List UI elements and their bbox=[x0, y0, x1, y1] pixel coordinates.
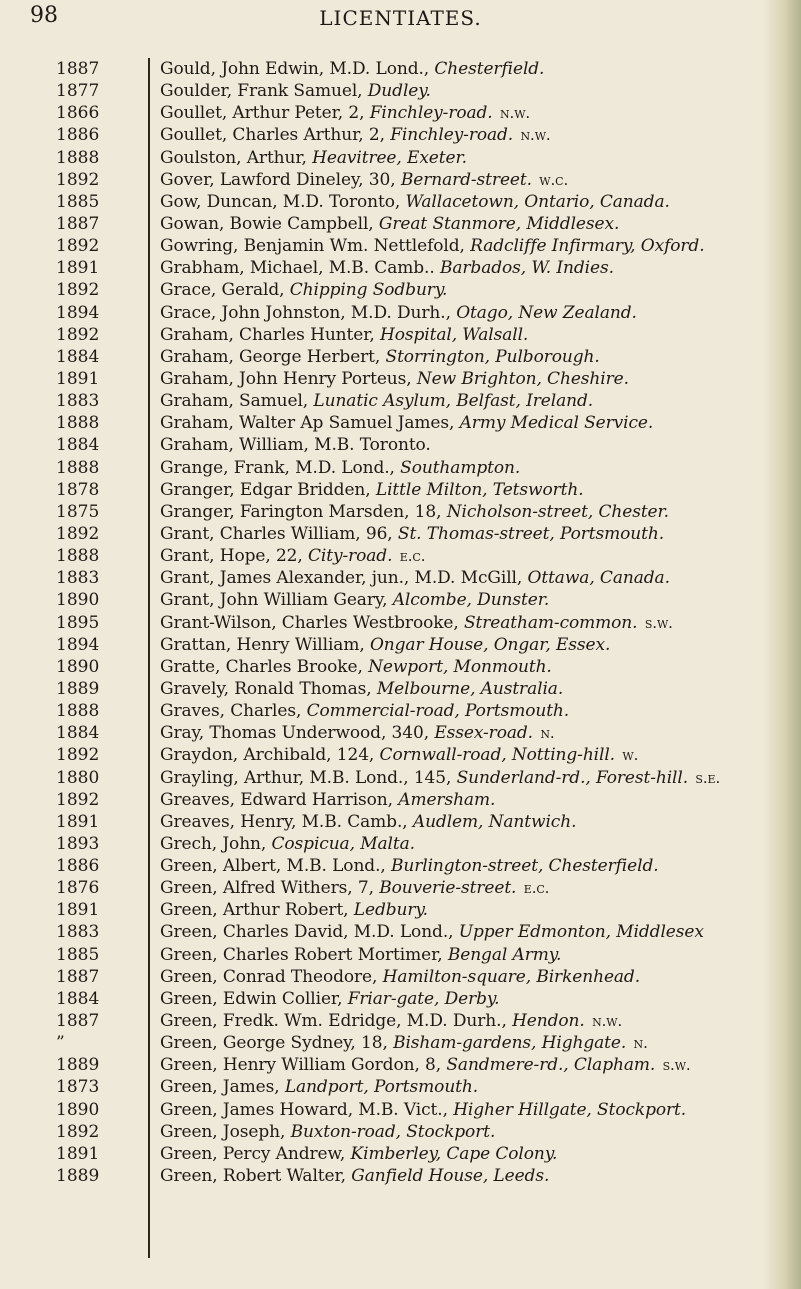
entry-text bbox=[160, 457, 520, 479]
entry-year: 1888 bbox=[56, 701, 100, 722]
page-header bbox=[0, 0, 801, 34]
entry-text bbox=[160, 1121, 495, 1143]
list-item bbox=[0, 191, 801, 213]
list-item bbox=[0, 1010, 801, 1032]
entry-district: e.c. bbox=[516, 879, 550, 898]
list-item bbox=[0, 412, 801, 434]
entry-place: Commercial-road, Portsmouth. bbox=[306, 701, 570, 722]
entry-text bbox=[160, 767, 720, 789]
entry-text bbox=[160, 545, 425, 567]
entry-year: 1894 bbox=[56, 302, 100, 323]
list-item bbox=[0, 612, 801, 634]
entry-place: Finchley-road. bbox=[390, 125, 514, 146]
entry-text bbox=[160, 567, 670, 589]
entry-text bbox=[160, 434, 431, 456]
entry-text bbox=[160, 921, 704, 943]
entry-place: St. Thomas-street, Portsmouth. bbox=[397, 523, 665, 544]
entry-text bbox=[160, 58, 544, 80]
entry-place: Chesterfield. bbox=[434, 59, 545, 79]
entry-name: Green, James Howard, M.B. Vict., bbox=[160, 1099, 454, 1120]
entry-name: Graham, William, M.B. Toronto. bbox=[160, 435, 431, 456]
entry-text bbox=[160, 102, 530, 124]
entry-name: Green, Henry William Gordon, 8, bbox=[160, 1055, 447, 1076]
list-item bbox=[0, 1121, 801, 1143]
entry-name: Grange, Frank, M.D. Lond., bbox=[160, 457, 401, 478]
entry-year: 1888 bbox=[56, 147, 100, 168]
entry-year: 1884 bbox=[56, 346, 100, 367]
entry-place: Army Medical Service. bbox=[459, 413, 654, 434]
entry-text bbox=[160, 678, 563, 700]
entry-year: 1892 bbox=[56, 280, 100, 301]
entry-place: New Brighton, Cheshire. bbox=[416, 368, 629, 389]
entry-year: 1894 bbox=[56, 634, 100, 655]
entry-name: Greaves, Henry, M.B. Camb., bbox=[160, 811, 413, 832]
entry-place: Ganfield House, Leeds. bbox=[351, 1166, 550, 1187]
entry-place: Kimberley, Cape Colony. bbox=[350, 1143, 558, 1164]
entry-text bbox=[160, 899, 428, 921]
entry-text bbox=[160, 634, 610, 656]
entry-text bbox=[160, 169, 568, 191]
entry-year: 1893 bbox=[56, 833, 100, 854]
entry-place: Hospital, Walsall. bbox=[379, 324, 529, 345]
entry-name: Graham, Charles Hunter, bbox=[160, 324, 380, 345]
list-item bbox=[0, 855, 801, 877]
list-item bbox=[0, 1143, 801, 1165]
entry-place: Streatham-common. bbox=[464, 612, 638, 633]
entry-text bbox=[160, 324, 528, 346]
entry-district: e.c. bbox=[392, 547, 426, 566]
entry-place: Amersham. bbox=[398, 789, 496, 810]
entry-year: 1888 bbox=[56, 413, 100, 434]
entry-place: Lunatic Asylum, Belfast, Ireland. bbox=[313, 391, 594, 412]
entry-name: Gray, Thomas Underwood, 340, bbox=[160, 723, 435, 744]
entry-year: 1892 bbox=[56, 169, 100, 190]
entry-district: s.w. bbox=[637, 613, 673, 632]
entry-text bbox=[160, 589, 549, 611]
list-item bbox=[0, 1165, 801, 1187]
entry-year: 1888 bbox=[56, 457, 100, 478]
entry-name: Gover, Lawford Dineley, 30, bbox=[160, 169, 401, 190]
entry-name: Green, Joseph, bbox=[160, 1121, 291, 1142]
entry-district: n.w. bbox=[584, 1012, 623, 1031]
entry-year: 1889 bbox=[56, 1166, 100, 1187]
entry-place: Friar-gate, Derby. bbox=[347, 988, 500, 1009]
entry-place: Radcliffe Infirmary, Oxford. bbox=[470, 236, 705, 257]
entry-name: Grattan, Henry William, bbox=[160, 634, 370, 655]
entry-place: Sunderland-rd., Forest-hill. bbox=[456, 767, 689, 788]
entry-text bbox=[160, 368, 629, 390]
entry-name: Gravely, Ronald Thomas, bbox=[160, 678, 377, 699]
list-item bbox=[0, 457, 801, 479]
list-item bbox=[0, 1054, 801, 1076]
entry-place: Cospicua, Malta. bbox=[271, 833, 415, 854]
entry-year: 1891 bbox=[56, 258, 100, 279]
entry-text bbox=[160, 412, 653, 434]
entry-text bbox=[160, 147, 467, 169]
entry-text bbox=[160, 523, 664, 545]
entry-place: Burlington-street, Chesterfield. bbox=[390, 856, 659, 877]
entry-text bbox=[160, 479, 584, 501]
entry-year: 1895 bbox=[56, 612, 100, 633]
entry-place: Melbourne, Australia. bbox=[376, 678, 564, 699]
entry-name: Grant-Wilson, Charles Westbrooke, bbox=[160, 612, 464, 633]
entry-year: 1891 bbox=[56, 368, 100, 389]
entry-name: Green, Albert, M.B. Lond., bbox=[160, 856, 391, 877]
entry-text bbox=[160, 80, 431, 102]
entry-text bbox=[160, 124, 551, 146]
entry-place: Wallacetown, Ontario, Canada. bbox=[405, 191, 670, 212]
entry-place: Ongar House, Ongar, Essex. bbox=[369, 634, 611, 655]
entry-text bbox=[160, 656, 552, 678]
entry-place: Hendon. bbox=[512, 1011, 585, 1032]
list-item bbox=[0, 767, 801, 789]
entry-district: n.w. bbox=[513, 126, 551, 145]
list-item bbox=[0, 523, 801, 545]
entry-place: Bernard-street. bbox=[400, 169, 532, 190]
entry-text bbox=[160, 302, 637, 324]
list-item bbox=[0, 368, 801, 390]
entry-text bbox=[160, 944, 561, 966]
entry-text bbox=[160, 346, 600, 368]
entry-year: 1891 bbox=[56, 900, 100, 921]
running-head: LICENTIATES. bbox=[319, 6, 482, 30]
entry-text bbox=[160, 191, 670, 213]
entry-text bbox=[160, 390, 593, 412]
entry-name: Green, James, bbox=[160, 1077, 285, 1098]
list-item bbox=[0, 1099, 801, 1121]
entry-year: 1886 bbox=[56, 125, 100, 146]
list-item bbox=[0, 722, 801, 744]
entry-place: Barbados, W. Indies. bbox=[439, 258, 614, 279]
entry-name: Green, Fredk. Wm. Edridge, M.D. Durh., bbox=[160, 1011, 513, 1032]
entry-district: s.w. bbox=[655, 1056, 691, 1075]
entry-year: 1888 bbox=[56, 546, 100, 567]
entry-name: Gould, John Edwin, M.D. Lond., bbox=[160, 59, 435, 79]
list-item bbox=[0, 213, 801, 235]
entry-name: Gratte, Charles Brooke, bbox=[160, 656, 369, 677]
list-item bbox=[0, 567, 801, 589]
entry-name: Green, Robert Walter, bbox=[160, 1166, 352, 1187]
entry-place: City-road. bbox=[307, 546, 393, 567]
entry-place: Storrington, Pulborough. bbox=[385, 346, 600, 367]
entry-place: Higher Hillgate, Stockport. bbox=[453, 1099, 687, 1120]
list-item bbox=[0, 589, 801, 611]
list-item bbox=[0, 944, 801, 966]
entry-year: 1887 bbox=[56, 213, 100, 234]
entry-district: w. bbox=[615, 746, 639, 765]
entry-text bbox=[160, 1099, 686, 1121]
entry-place: Great Stanmore, Middlesex. bbox=[378, 213, 620, 234]
list-item bbox=[0, 235, 801, 257]
entry-text bbox=[160, 877, 549, 899]
list-item bbox=[0, 102, 801, 124]
list-item bbox=[0, 789, 801, 811]
entry-name: Grabham, Michael, M.B. Camb.. bbox=[160, 258, 440, 279]
entry-place: Bengal Army. bbox=[447, 944, 562, 965]
entry-place: Alcombe, Dunster. bbox=[392, 590, 550, 611]
entry-text bbox=[160, 213, 619, 235]
entry-name: Gowan, Bowie Campbell, bbox=[160, 213, 379, 234]
list-item bbox=[0, 479, 801, 501]
entry-year: 1890 bbox=[56, 590, 100, 611]
entry-place: Landport, Portsmouth. bbox=[284, 1077, 479, 1098]
entry-place: Finchley-road. bbox=[369, 103, 493, 124]
list-item bbox=[0, 656, 801, 678]
list-item bbox=[0, 744, 801, 766]
entry-text bbox=[160, 988, 499, 1010]
list-item bbox=[0, 921, 801, 943]
list-item bbox=[0, 833, 801, 855]
list-item bbox=[0, 678, 801, 700]
entry-name: Greaves, Edward Harrison, bbox=[160, 789, 399, 810]
entry-place: Hamilton-square, Birkenhead. bbox=[382, 966, 641, 987]
entry-district: n.w. bbox=[492, 104, 531, 123]
entry-text bbox=[160, 257, 614, 279]
entry-text bbox=[160, 966, 640, 988]
entry-year: 1883 bbox=[56, 922, 100, 943]
entry-year: 1890 bbox=[56, 656, 100, 677]
list-item bbox=[0, 346, 801, 368]
entry-name: Graham, George Herbert, bbox=[160, 346, 386, 367]
entry-text bbox=[160, 1054, 691, 1076]
list-item bbox=[0, 169, 801, 191]
entry-text bbox=[160, 789, 495, 811]
entry-text bbox=[160, 612, 673, 634]
entry-name: Gowring, Benjamin Wm. Nettlefold, bbox=[160, 236, 471, 257]
list-item bbox=[0, 434, 801, 456]
entry-name: Graham, Walter Ap Samuel James, bbox=[160, 413, 460, 434]
list-item bbox=[0, 877, 801, 899]
entry-list bbox=[0, 58, 801, 1187]
entry-place: Dudley. bbox=[367, 81, 431, 102]
entry-name: Green, George Sydney, 18, bbox=[160, 1033, 394, 1054]
entry-name: Graydon, Archibald, 124, bbox=[160, 745, 380, 766]
entry-year: 1878 bbox=[56, 479, 100, 500]
entry-name: Gow, Duncan, M.D. Toronto, bbox=[160, 191, 406, 212]
entry-year: 1892 bbox=[56, 745, 100, 766]
entry-year: 1877 bbox=[56, 81, 100, 102]
list-item bbox=[0, 257, 801, 279]
entry-year: 1887 bbox=[56, 59, 100, 79]
entry-name: Granger, Farington Marsden, 18, bbox=[160, 501, 447, 522]
entry-place: Bisham-gardens, Highgate. bbox=[393, 1033, 627, 1054]
entry-place: Ledbury. bbox=[353, 900, 428, 921]
page-number: 98 bbox=[30, 3, 58, 28]
entry-name: Green, Alfred Withers, 7, bbox=[160, 878, 380, 899]
entry-place: Little Milton, Tetsworth. bbox=[375, 479, 584, 500]
entry-district: s.e. bbox=[688, 768, 721, 787]
entry-text bbox=[160, 1010, 622, 1032]
entry-place: Chipping Sodbury. bbox=[289, 280, 448, 301]
entry-name: Goulston, Arthur, bbox=[160, 147, 313, 168]
entry-text bbox=[160, 1165, 549, 1187]
entry-name: Goulder, Frank Samuel, bbox=[160, 81, 368, 102]
list-item bbox=[0, 634, 801, 656]
entry-name: Graham, John Henry Porteus, bbox=[160, 368, 417, 389]
list-item bbox=[0, 545, 801, 567]
entry-name: Grant, Hope, 22, bbox=[160, 546, 308, 567]
entry-place: Ottawa, Canada. bbox=[527, 568, 670, 589]
entry-year: 1866 bbox=[56, 103, 100, 124]
list-item bbox=[0, 124, 801, 146]
list-item bbox=[0, 966, 801, 988]
entry-text bbox=[160, 1032, 648, 1054]
entry-year: 1892 bbox=[56, 236, 100, 257]
entry-year: 1884 bbox=[56, 723, 100, 744]
entry-year: 1892 bbox=[56, 324, 100, 345]
entry-name: Graves, Charles, bbox=[160, 701, 307, 722]
entry-text bbox=[160, 700, 569, 722]
entry-year: 1889 bbox=[56, 1055, 100, 1076]
entry-text bbox=[160, 855, 659, 877]
entry-name: Green, Edwin Collier, bbox=[160, 988, 348, 1009]
list-item bbox=[0, 501, 801, 523]
entry-year: 1889 bbox=[56, 678, 100, 699]
entry-district: n. bbox=[626, 1034, 648, 1053]
entry-year: 1891 bbox=[56, 811, 100, 832]
list-item bbox=[0, 988, 801, 1010]
entry-text bbox=[160, 722, 555, 744]
entry-year: 1876 bbox=[56, 878, 100, 899]
entry-year: 1890 bbox=[56, 1099, 100, 1120]
entry-place: Otago, New Zealand. bbox=[456, 302, 637, 323]
entry-district: n. bbox=[532, 724, 555, 743]
entry-name: Grayling, Arthur, M.B. Lond., 145, bbox=[160, 767, 457, 788]
list-item bbox=[0, 279, 801, 301]
entry-name: Green, Charles David, M.D. Lond., bbox=[160, 922, 459, 943]
entry-text bbox=[160, 235, 705, 257]
entry-place: Southampton. bbox=[400, 457, 521, 478]
entry-year: 1886 bbox=[56, 856, 100, 877]
entry-name: Grant, John William Geary, bbox=[160, 590, 393, 611]
entry-text bbox=[160, 501, 669, 523]
entry-place: Newport, Monmouth. bbox=[368, 656, 552, 677]
entry-place: Nicholson-street, Chester. bbox=[446, 501, 669, 522]
entry-text bbox=[160, 833, 415, 855]
entry-text bbox=[160, 279, 447, 301]
entry-year: 1873 bbox=[56, 1077, 100, 1098]
entry-year: 1883 bbox=[56, 391, 100, 412]
entry-place: Cornwall-road, Notting-hill. bbox=[379, 745, 615, 766]
page-edge-discoloration bbox=[763, 0, 801, 1289]
list-item bbox=[0, 302, 801, 324]
entry-name: Green, Charles Robert Mortimer, bbox=[160, 944, 448, 965]
entry-place: Bouverie-street. bbox=[379, 878, 517, 899]
entry-year: 1885 bbox=[56, 944, 100, 965]
entry-year: 1892 bbox=[56, 523, 100, 544]
entry-year: 1887 bbox=[56, 1011, 100, 1032]
entry-name: Grace, John Johnston, M.D. Durh., bbox=[160, 302, 457, 323]
entry-name: Goullet, Arthur Peter, 2, bbox=[160, 103, 370, 124]
entry-text bbox=[160, 744, 638, 766]
list-item bbox=[0, 58, 801, 80]
list-item bbox=[0, 1032, 801, 1054]
entry-year: 1884 bbox=[56, 435, 100, 456]
entry-name: Grech, John, bbox=[160, 833, 272, 854]
list-item bbox=[0, 390, 801, 412]
entry-place: Audlem, Nantwich. bbox=[412, 811, 577, 832]
entry-name: Granger, Edgar Bridden, bbox=[160, 479, 376, 500]
entry-year: 1875 bbox=[56, 501, 100, 522]
entry-place: Buxton-road, Stockport. bbox=[290, 1121, 496, 1142]
list-item bbox=[0, 700, 801, 722]
entry-year: 1892 bbox=[56, 1121, 100, 1142]
entry-text bbox=[160, 1143, 557, 1165]
entry-place: Upper Edmonton, Middlesex bbox=[458, 922, 704, 943]
entry-name: Green, Arthur Robert, bbox=[160, 900, 354, 921]
entry-name: Grant, Charles William, 96, bbox=[160, 523, 398, 544]
entry-text bbox=[160, 811, 576, 833]
entry-text bbox=[160, 1076, 478, 1098]
list-item bbox=[0, 899, 801, 921]
entry-name: Grant, James Alexander, jun., M.D. McGill, bbox=[160, 568, 528, 589]
entry-year: ” bbox=[56, 1033, 65, 1054]
entry-name: Grace, Gerald, bbox=[160, 280, 290, 301]
entry-name: Green, Conrad Theodore, bbox=[160, 966, 383, 987]
entry-year: 1887 bbox=[56, 966, 100, 987]
entry-year: 1883 bbox=[56, 568, 100, 589]
entry-name: Graham, Samuel, bbox=[160, 391, 314, 412]
list-item bbox=[0, 1076, 801, 1098]
entry-year: 1891 bbox=[56, 1143, 100, 1164]
entry-year: 1892 bbox=[56, 789, 100, 810]
entry-place: Essex-road. bbox=[434, 723, 533, 744]
entry-place: Heavitree, Exeter. bbox=[312, 147, 467, 168]
entry-year: 1880 bbox=[56, 767, 100, 788]
entry-year: 1885 bbox=[56, 191, 100, 212]
list-item bbox=[0, 80, 801, 102]
list-item bbox=[0, 324, 801, 346]
entry-district: w.c. bbox=[531, 170, 569, 189]
entry-name: Goullet, Charles Arthur, 2, bbox=[160, 125, 391, 146]
list-item bbox=[0, 811, 801, 833]
entry-name: Green, Percy Andrew, bbox=[160, 1143, 351, 1164]
entry-place: Sandmere-rd., Clapham. bbox=[446, 1055, 656, 1076]
list-item bbox=[0, 147, 801, 169]
entry-year: 1884 bbox=[56, 988, 100, 1009]
